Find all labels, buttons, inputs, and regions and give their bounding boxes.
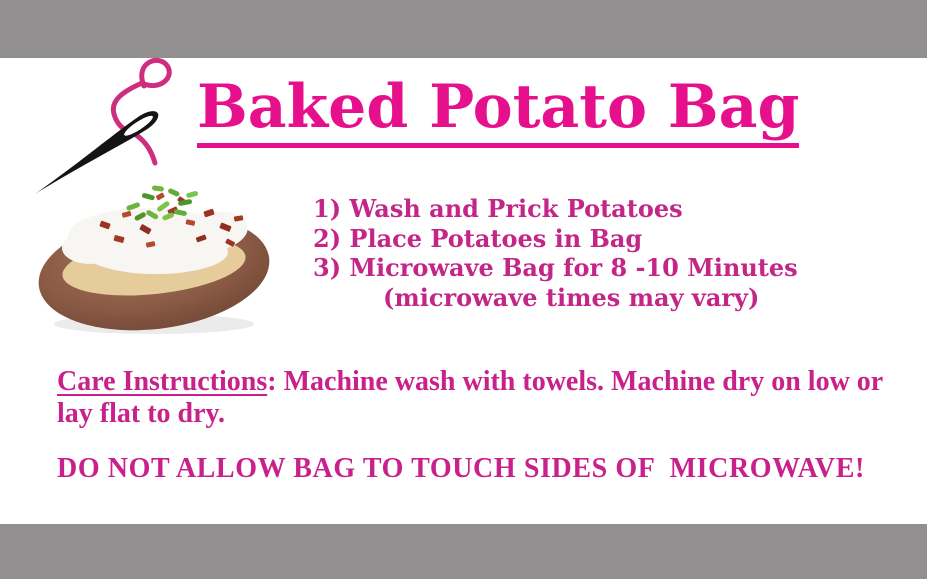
care-instructions-text: : Machine wash with towels. Machine dry on low or lay flat to dry. (57, 366, 883, 429)
step-1: 1) Wash and Prick Potatoes (313, 194, 683, 223)
usage-steps (313, 194, 798, 312)
needle-and-thread-icon (8, 56, 188, 204)
care-instructions (57, 366, 913, 430)
step-2: 2) Place Potatoes in Bag (313, 223, 643, 253)
step-3: 3) Microwave Bag for 8 -10 Minutes (313, 253, 798, 282)
thread-curve (113, 60, 169, 163)
bottom-gray-bar (0, 524, 927, 579)
page-title-text: Baked Potato Bag (197, 74, 799, 148)
microwave-warning: DO NOT ALLOW BAG TO TOUCH SIDES OF MICROWAVE! (57, 453, 865, 484)
top-gray-bar (0, 0, 927, 58)
care-instructions-label: Care Instructions (57, 366, 268, 397)
step-note: (microwave times may vary) (383, 282, 760, 312)
page-title (197, 74, 799, 148)
loaded-baked-potato-image (28, 184, 280, 340)
